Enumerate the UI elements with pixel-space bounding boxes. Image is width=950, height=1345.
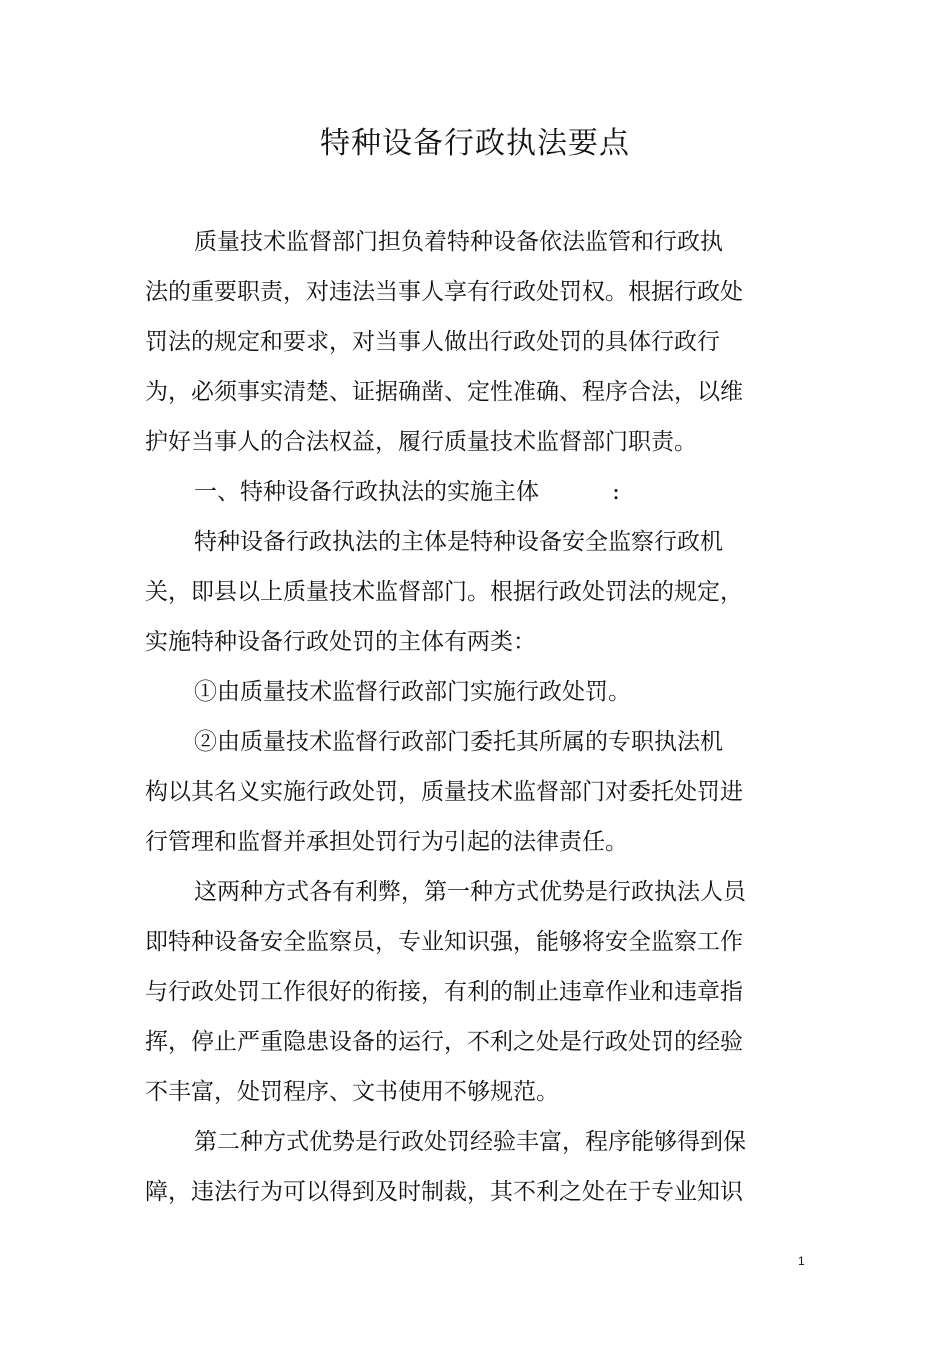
paragraph-line: 法的重要职责，对违法当事人享有行政处罚权。根据行政处 <box>145 279 743 305</box>
list-item: ①由质量技术监督行政部门实施行政处罚。 <box>194 679 631 705</box>
paragraph-line: 行管理和监督并承担处罚行为引起的法律责任。 <box>145 829 628 855</box>
paragraph-line: 关，即县以上质量技术监督部门。根据行政处罚法的规定， <box>145 579 743 605</box>
paragraph-line: 即特种设备安全监察员，专业知识强，能够将安全监察工作 <box>145 929 743 955</box>
paragraph-line: 挥，停止严重隐患设备的运行，不利之处是行政处罚的经验 <box>145 1029 743 1055</box>
paragraph-line: 这两种方式各有利弊，第一种方式优势是行政执法人员 <box>194 879 746 905</box>
paragraph-line: 障，违法行为可以得到及时制裁，其不利之处在于专业知识 <box>145 1179 743 1205</box>
paragraph-line: 罚法的规定和要求，对当事人做出行政处罚的具体行政行 <box>145 329 720 355</box>
paragraph-line: 不丰富，处罚程序、文书使用不够规范。 <box>145 1079 559 1105</box>
page-number: 1 <box>798 1254 805 1268</box>
paragraph-line: 为，必须事实清楚、证据确凿、定性准确、程序合法，以维 <box>145 379 743 405</box>
paragraph-line: 质量技术监督部门担负着特种设备依法监管和行政执 <box>194 229 723 255</box>
document-title: 特种设备行政执法要点 <box>320 126 630 161</box>
section-heading: 一、特种设备行政执法的实施主体 : <box>194 479 620 505</box>
list-item: ②由质量技术监督行政部门委托其所属的专职执法机 <box>194 729 723 755</box>
paragraph-line: 构以其名义实施行政处罚，质量技术监督部门对委托处罚进 <box>145 779 743 805</box>
paragraph-line: 特种设备行政执法的主体是特种设备安全监察行政机 <box>194 529 723 555</box>
paragraph-line: 与行政处罚工作很好的衔接，有利的制止违章作业和违章指 <box>145 979 743 1005</box>
paragraph-line: 第二种方式优势是行政处罚经验丰富，程序能够得到保 <box>194 1129 746 1155</box>
paragraph-line: 实施特种设备行政处罚的主体有两类： <box>145 629 536 655</box>
paragraph-line: 护好当事人的合法权益，履行质量技术监督部门职责。 <box>145 429 697 455</box>
